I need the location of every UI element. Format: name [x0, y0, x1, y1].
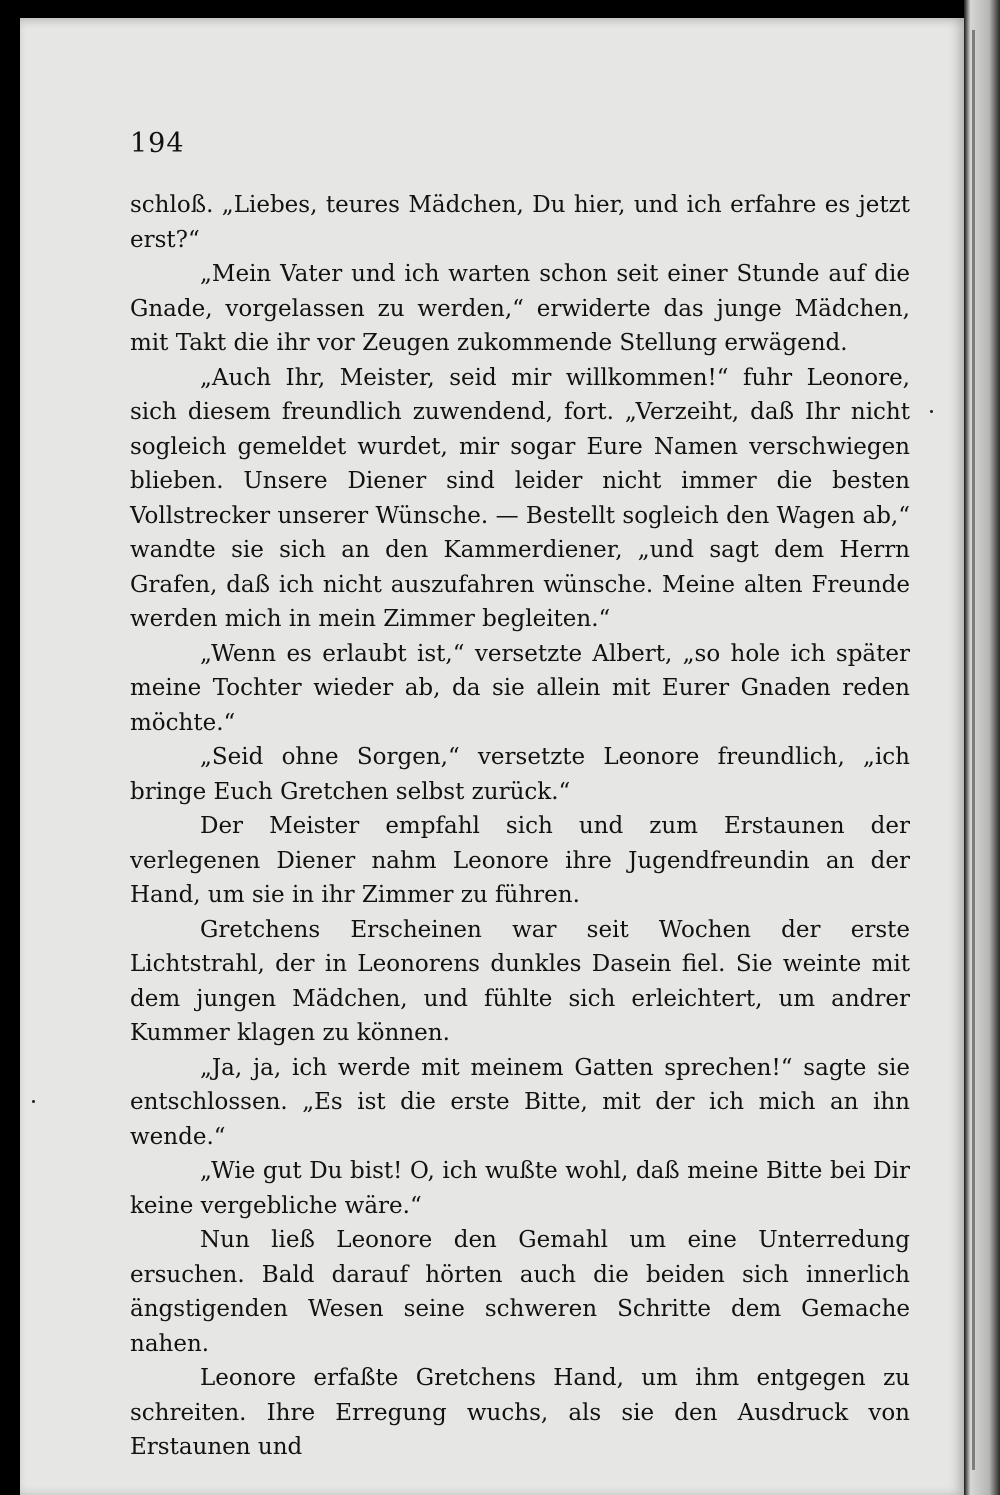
- paper-speck: [930, 410, 933, 413]
- page-number: 194: [130, 128, 185, 159]
- paragraph: Leonore erfaßte Gretchens Hand, um ihm entgegen zu schreiten. Ihre Erregung wuchs, als sie den Ausdruck von Erstaunen und: [130, 1365, 910, 1460]
- paragraph: Gretchens Erscheinen war seit Wochen der erste Lichtstrahl, der in Leonorens dunkles Dasein fiel. Sie weinte mit dem jungen Mädchen, und fühlte sich erleichtert, um andrer Kummer klagen zu können.: [130, 916, 910, 1046]
- paragraph: „Wie gut Du bist! O, ich wußte wohl, daß meine Bitte bei Dir keine vergebliche wäre.“: [130, 1158, 910, 1219]
- body-text: [130, 188, 910, 1465]
- paragraph: Der Meister empfahl sich und zum Erstaunen der verlegenen Diener nahm Leonore ihre Jugendfreundin an der Hand, um sie in ihr Zimmer zu führen.: [130, 813, 910, 908]
- page-fold: [972, 30, 975, 1470]
- page-edge: [964, 0, 1000, 1495]
- paragraph: „Wenn es erlaubt ist,“ versetzte Albert, „so hole ich später meine Tochter wieder ab, da sie allein mit Eurer Gnaden reden möchte.“: [130, 640, 910, 736]
- paragraph: Nun ließ Leonore den Gemahl um eine Unterredung ersuchen. Bald darauf hörten auch die beiden sich innerlich ängstigenden Wesen seine schweren Schritte dem Gemache nahen.: [130, 1227, 910, 1357]
- paragraph: „Auch Ihr, Meister, seid mir willkommen!“ fuhr Leonore, sich diesem freundlich zuwendend, fort. „Verzeiht, daß Ihr nicht sogleich gemeldet wurdet, mir sogar Eure Namen verschwiegen blieben. Unsere Diener sind leider nicht immer die besten Vollstrecker unserer Wünsche. — Bestellt sogleich den Wagen ab,“ wandte sie sich an den Kammerdiener, „und sagt dem Herrn Grafen, daß ich nicht auszufahren wünsche. Meine alten Freunde werden mich in mein Zimmer begleiten.“: [130, 364, 910, 632]
- paragraph: „Ja, ja, ich werde mit meinem Gatten sprechen!“ sagte sie entschlossen. „Es ist die erste Bitte, mit der ich mich an ihn wende.“: [130, 1054, 910, 1150]
- paragraph: „Seid ohne Sorgen,“ versetzte Leonore freundlich, „ich bringe Euch Gretchen selbst zurück.“: [130, 744, 910, 805]
- paper-speck: [32, 1100, 35, 1103]
- paragraph: schloß. „Liebes, teures Mädchen, Du hier, und ich erfahre es jetzt erst?“: [130, 192, 910, 253]
- paragraph: „Mein Vater und ich warten schon seit einer Stunde auf die Gnade, vorgelassen zu werden,“ erwiderte das junge Mädchen, mit Takt die ihr vor Zeugen zukommende Stellung erwägend.: [130, 261, 910, 356]
- book-page: [20, 18, 964, 1495]
